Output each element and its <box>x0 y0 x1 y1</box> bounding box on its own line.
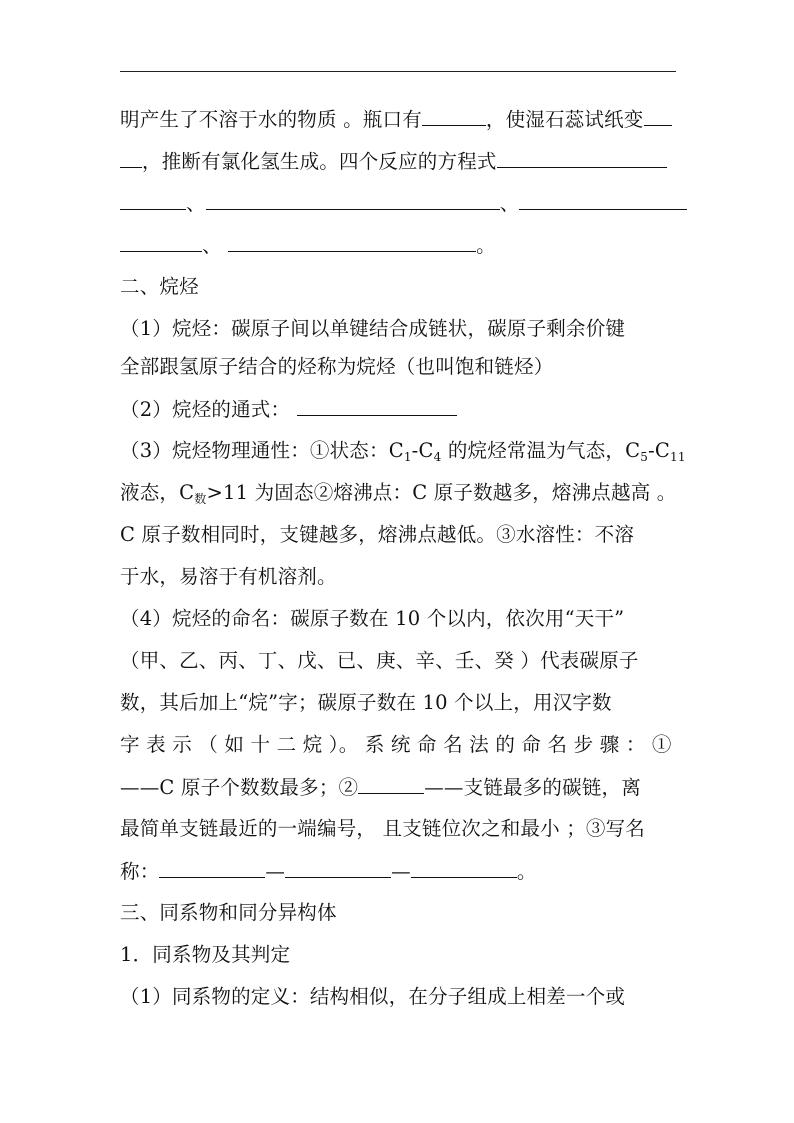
text-segment: 液态，C <box>120 481 195 504</box>
text-line: 字 表 示 （ 如 十 二 烷 ）。 系 统 命 名 法 的 命 名 步 骤 ： ① <box>120 733 672 756</box>
text-segment: ，使湿石蕊试纸变 <box>485 108 644 131</box>
subsection-heading: 1．同系物及其判定 <box>120 943 291 966</box>
text-segment: 的烷烃常温为气态，C <box>441 439 641 462</box>
text-segment: 明产生了不溶于水的物质 。瓶口有 <box>120 108 422 131</box>
text-line <box>120 439 686 463</box>
text-line <box>120 481 677 505</box>
text-line: （1）同系物的定义：结构相似，在分子组成上相差一个或 <box>120 985 626 1008</box>
fill-blank[interactable] <box>497 149 667 168</box>
section-heading: 三、同系物和同分异构体 <box>120 901 337 924</box>
fill-blank[interactable] <box>422 107 486 126</box>
text-segment: — <box>391 860 411 883</box>
fill-blank[interactable] <box>411 859 517 878</box>
text-line <box>120 233 496 258</box>
text-line <box>120 149 667 174</box>
fill-blank[interactable] <box>285 859 391 878</box>
text-segment: — <box>265 860 286 883</box>
text-line: 全部跟氢原子结合的烃称为烷烃（也叫饱和链烃） <box>120 355 554 378</box>
text-segment: 。 <box>476 234 496 257</box>
fill-blank[interactable] <box>297 397 457 416</box>
text-segment: ——C 原子个数数最多；② <box>120 776 359 799</box>
text-line <box>120 775 641 800</box>
text-line: 于水，易溶于有机溶剂。 <box>120 565 337 588</box>
fill-blank[interactable] <box>120 149 142 168</box>
text-segment: 、 <box>499 192 520 215</box>
text-line: （甲、乙、丙、丁、戊、已、庚、辛、壬、癸 ）代表碳原子 <box>120 649 639 672</box>
text-line <box>120 107 672 132</box>
text-segment: -C <box>648 439 671 462</box>
text-segment: （3）烷烃物理通性：①状态：C <box>120 439 404 462</box>
text-line <box>120 397 457 422</box>
subscript: 11 <box>670 450 686 464</box>
fill-blank[interactable] <box>206 191 500 210</box>
text-line <box>120 859 537 884</box>
fill-blank[interactable] <box>120 191 186 210</box>
subscript: 4 <box>433 450 442 464</box>
text-line: 最简单支链最近的一端编号， 且支链位次之和最小 ；③写名 <box>120 817 645 840</box>
text-line: 数，其后加上“烷”字；碳原子数在 10 个以上，用汉字数 <box>120 691 612 714</box>
section-heading: 二、烷烃 <box>120 275 199 298</box>
subscript: 5 <box>640 450 649 464</box>
fill-blank[interactable] <box>159 859 265 878</box>
fill-blank[interactable] <box>120 233 202 252</box>
text-segment: （2）烷烃的通式： <box>120 398 291 421</box>
header-rule <box>120 71 676 72</box>
text-line: C 原子数相同时，支键越多，熔沸点越低。③水溶性：不溶 <box>120 523 635 546</box>
text-line: （4）烷烃的命名：碳原子数在 10 个以内，依次用“天干” <box>120 607 625 630</box>
text-segment: 、 <box>186 192 206 215</box>
text-segment: 。 <box>516 860 537 883</box>
subscript: 1 <box>403 450 412 464</box>
text-segment: -C <box>411 439 434 462</box>
text-segment: ——支链最多的碳链，离 <box>424 776 641 799</box>
fill-blank[interactable] <box>358 775 424 794</box>
text-segment: 称： <box>120 860 160 883</box>
fill-blank[interactable] <box>228 233 476 252</box>
subscript: 数 <box>194 492 207 506</box>
text-segment: >11 为固态②熔沸点：C 原子数越多，熔沸点越高 。 <box>206 481 677 504</box>
text-line <box>120 191 687 216</box>
text-segment: ，推断有氯化氢生成。四个反应的方程式 <box>142 150 497 173</box>
text-line: （1）烷烃：碳原子间以单键结合成链状，碳原子剩余价键 <box>120 317 626 340</box>
fill-blank[interactable] <box>519 191 687 210</box>
text-segment: 、 <box>202 234 222 257</box>
fill-blank[interactable] <box>644 107 672 126</box>
